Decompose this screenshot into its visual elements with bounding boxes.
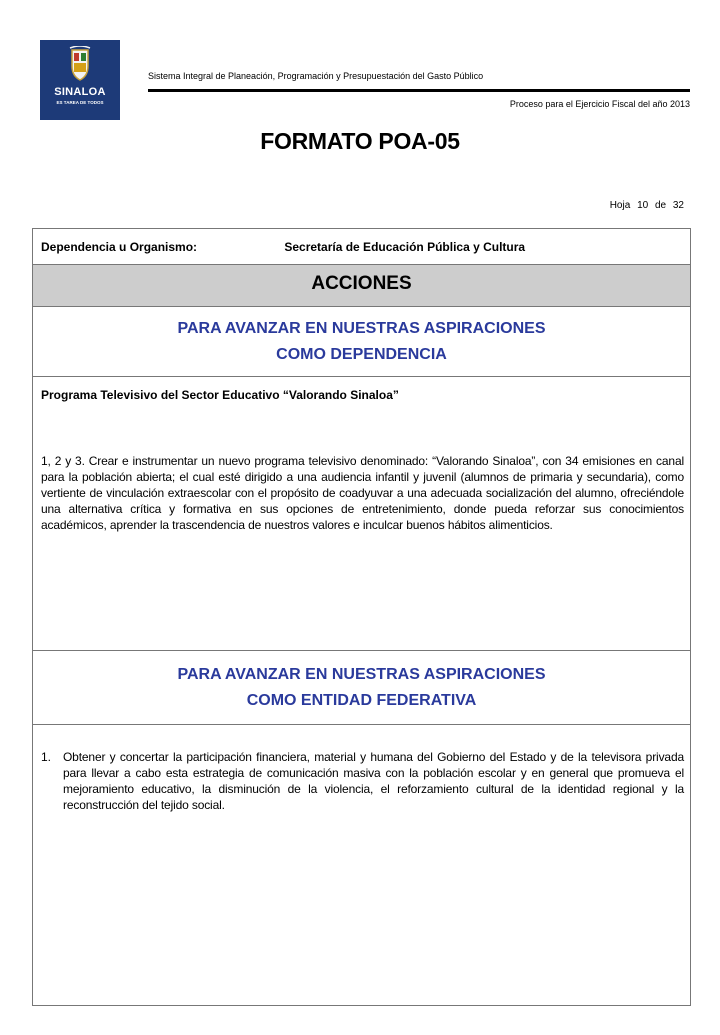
coat-of-arms-icon	[68, 46, 92, 82]
program-title: Programa Televisivo del Sector Educativo “Valorando Sinaloa”	[41, 388, 399, 402]
sheet-counter	[610, 200, 684, 211]
sinaloa-logo	[40, 40, 120, 120]
dependencia-value: Secretaría de Educación Pública y Cultura	[284, 240, 526, 254]
dependencia-label: Dependencia u Organismo:	[41, 240, 198, 254]
section1-heading	[33, 307, 690, 377]
section-title: ACCIONES	[33, 265, 690, 307]
sheet-total: 32	[672, 200, 684, 211]
system-title: Sistema Integral de Planeación, Programación y Presupuestación del Gasto Público	[148, 71, 484, 81]
logo-tagline: ES TAREA DE TODOS	[56, 100, 104, 105]
list-item	[41, 749, 684, 813]
section2-heading-line1: PARA AVANZAR EN NUESTRAS ASPIRACIONES	[177, 666, 546, 683]
list-item-number: 1.	[41, 750, 52, 764]
section1-heading-line2: COMO DEPENDENCIA	[276, 346, 447, 363]
list-item-text: Obtener y concertar la participación financiera, material y humana del Gobierno del Estado y de la televisora privada para llevar a cabo esta estrategia de comunicación masiva con la población escolar y en general que promueva el mejoramiento educativo, la disminución de la violencia, el reforzamiento cultural de la identidad regional y la reconstrucción del tejido social.	[63, 750, 684, 812]
sheet-current: 10	[637, 200, 649, 211]
sheet-separator: de	[654, 200, 667, 211]
dependencia-row	[33, 229, 690, 265]
sheet-label: Hoja	[609, 200, 631, 211]
header-divider	[148, 89, 690, 92]
form-table	[32, 228, 691, 1006]
section1-body	[33, 377, 690, 651]
logo-brand-text: SINALOA	[54, 86, 106, 98]
section2-heading-line2: COMO ENTIDAD FEDERATIVA	[246, 692, 477, 709]
page-title: FORMATO POA-05	[260, 128, 460, 154]
section2-body	[33, 725, 690, 1005]
section1-heading-line1: PARA AVANZAR EN NUESTRAS ASPIRACIONES	[177, 320, 546, 337]
fiscal-process-label: Proceso para el Ejercicio Fiscal del año 2013	[509, 99, 690, 109]
section2-heading	[33, 651, 690, 725]
section1-paragraph: 1, 2 y 3. Crear e instrumentar un nuevo programa televisivo denominado: “Valorando Sinaloa”, con 34 emisiones en canal para la población abierta; el cual esté dirigido a una audiencia infantil y juvenil (alumnos de primaria y secundaria), como vertiente de vinculación extraescolar con el propósito de coadyuvar a una adecuada socialización del alumno, ofreciéndole una alternativa crítica y formativa en sus opciones de entretenimiento, donde pueda reforzar sus conocimientos académicos, aprender la trascendencia de nuestros valores e inculcar buenos hábitos alimenticios.	[41, 454, 684, 532]
